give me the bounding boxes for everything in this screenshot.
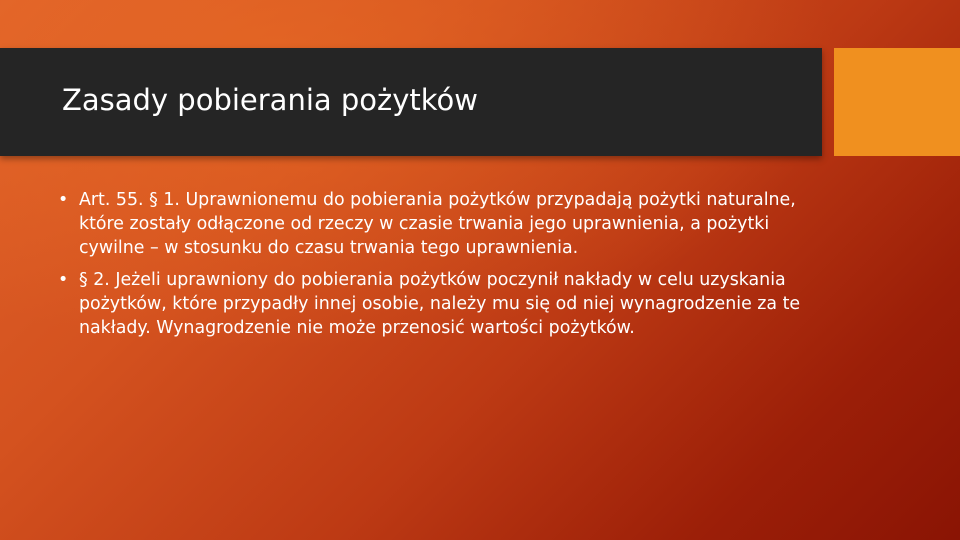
slide-title: Zasady pobierania pożytków bbox=[62, 83, 479, 117]
bullet-icon: • bbox=[58, 190, 69, 210]
bullet-list bbox=[58, 188, 828, 348]
bullet-item bbox=[58, 188, 828, 260]
bullet-icon: • bbox=[58, 270, 69, 290]
bullet-text: § 2. Jeżeli uprawniony do pobierania pożytków poczynił nakłady w celu uzyskania pożytków, które przypadły innej osobie, należy mu się od niej wynagrodzenie za te nakłady. Wynagrodzenie nie może przenosić wartości pożytków. bbox=[79, 270, 801, 338]
accent-square bbox=[834, 48, 960, 156]
bullet-item bbox=[58, 268, 828, 340]
bullet-text: Art. 55. § 1. Uprawnionemu do pobierania pożytków przypadają pożytki naturalne, które zostały odłączone od rzeczy w czasie trwania jego uprawnienia, a pożytki cywilne – w stosunku do czasu trwania tego uprawnienia. bbox=[79, 190, 796, 258]
